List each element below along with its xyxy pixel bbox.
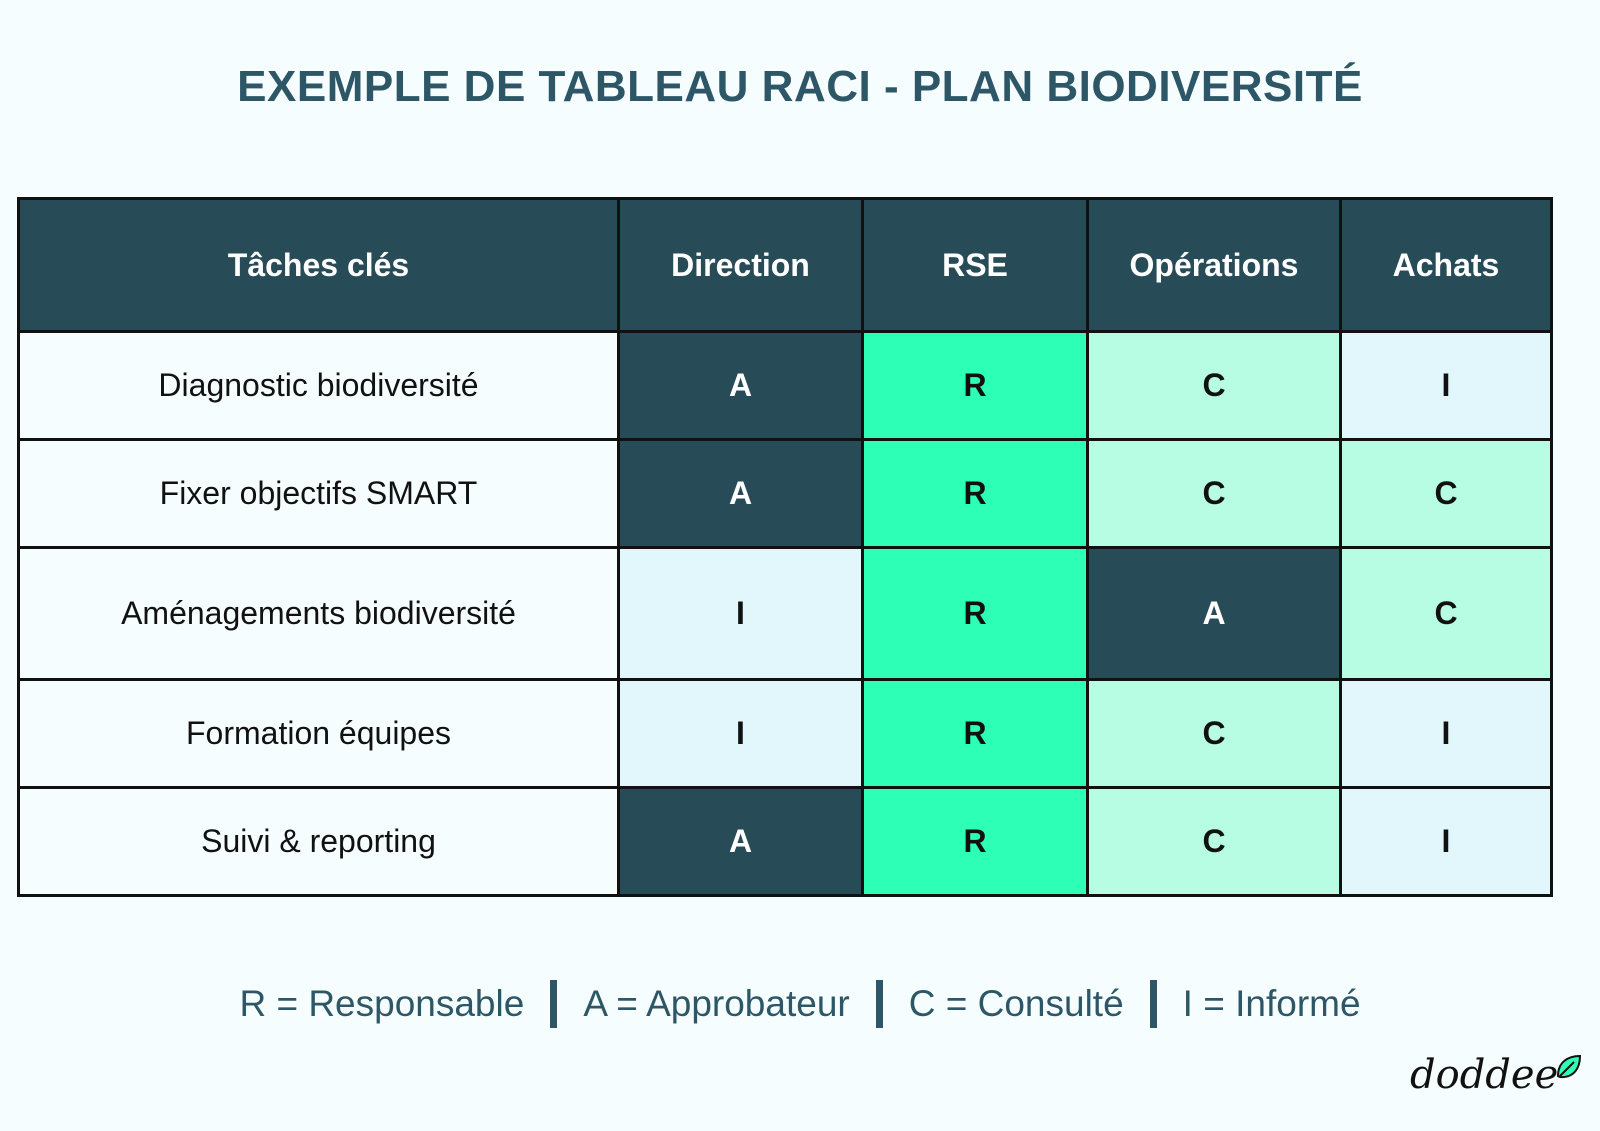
raci-cell: A [619, 440, 863, 548]
raci-cell: C [1088, 440, 1341, 548]
raci-cell: A [619, 788, 863, 896]
header-taches: Tâches clés [19, 199, 619, 332]
raci-cell: I [1341, 788, 1552, 896]
raci-cell: I [619, 548, 863, 680]
legend-separator [876, 980, 883, 1028]
raci-table [17, 197, 1553, 897]
header-rse: RSE [863, 199, 1088, 332]
raci-cell: R [863, 440, 1088, 548]
table-row [19, 548, 1552, 680]
raci-cell: R [863, 548, 1088, 680]
raci-cell: C [1341, 548, 1552, 680]
legend [0, 980, 1600, 1028]
legend-responsable: R = Responsable [239, 983, 525, 1024]
task-cell: Diagnostic biodiversité [19, 332, 619, 440]
legend-separator [1150, 980, 1157, 1028]
doddee-logo [1410, 1052, 1584, 1098]
task-cell: Suivi & reporting [19, 788, 619, 896]
header-operations: Opérations [1088, 199, 1341, 332]
raci-cell: C [1341, 440, 1552, 548]
legend-approbateur: A = Approbateur [583, 983, 850, 1024]
raci-cell: C [1088, 680, 1341, 788]
raci-cell: A [619, 332, 863, 440]
task-cell: Formation équipes [19, 680, 619, 788]
legend-informe: I = Informé [1182, 983, 1361, 1024]
raci-cell: A [1088, 548, 1341, 680]
legend-consulte: C = Consulté [908, 983, 1124, 1024]
table-header-row [19, 199, 1552, 332]
table-row [19, 680, 1552, 788]
page-title: EXEMPLE DE TABLEAU RACI - PLAN BIODIVERSITÉ [237, 62, 1363, 111]
table-row [19, 788, 1552, 896]
raci-cell: R [863, 680, 1088, 788]
header-achats: Achats [1341, 199, 1552, 332]
task-cell: Fixer objectifs SMART [19, 440, 619, 548]
logo-text: doddee [1410, 1052, 1559, 1098]
header-direction: Direction [619, 199, 863, 332]
raci-cell: I [619, 680, 863, 788]
raci-cell: I [1341, 332, 1552, 440]
raci-cell: R [863, 332, 1088, 440]
raci-cell: R [863, 788, 1088, 896]
task-cell: Aménagements biodiversité [19, 548, 619, 680]
table-row [19, 332, 1552, 440]
raci-cell: C [1088, 788, 1341, 896]
raci-cell: C [1088, 332, 1341, 440]
legend-separator [550, 980, 557, 1028]
table-row [19, 440, 1552, 548]
leaf-icon [1554, 1052, 1584, 1082]
raci-cell: I [1341, 680, 1552, 788]
